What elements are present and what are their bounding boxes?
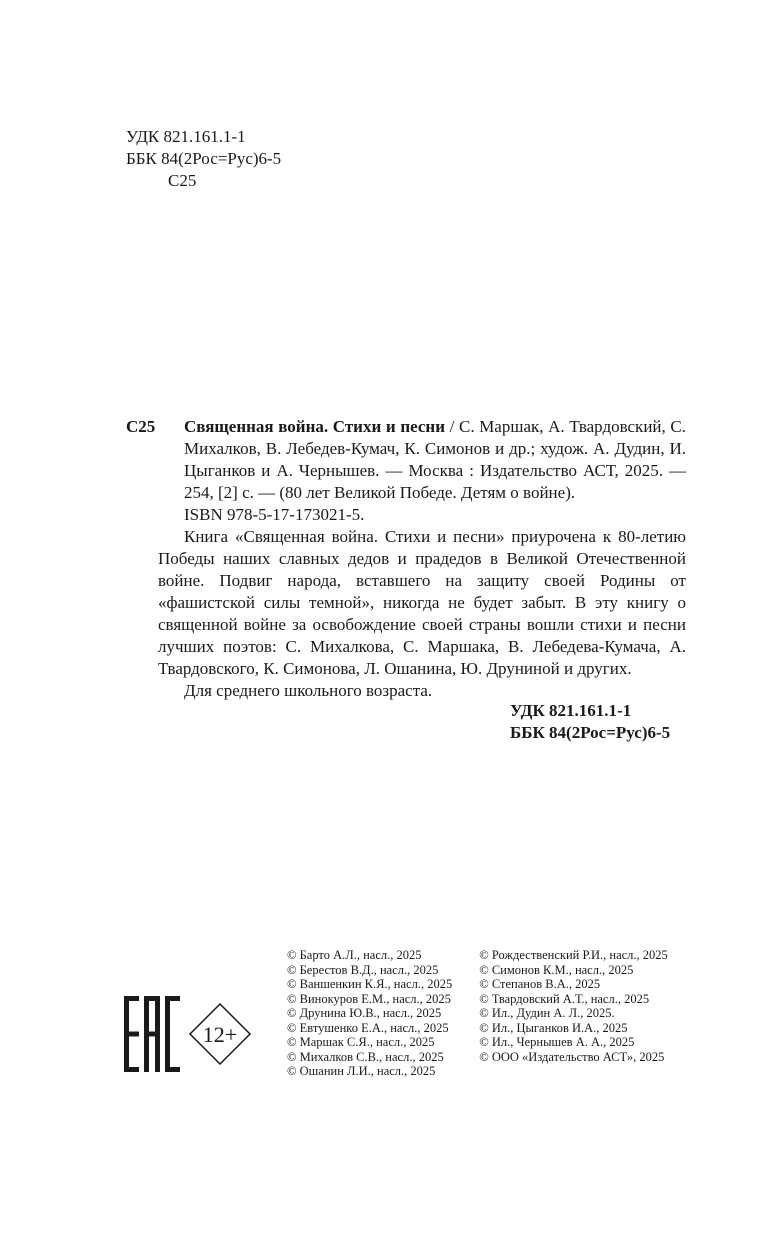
copyright-list-right	[479, 948, 668, 1079]
copyright-line: © Друнина Ю.В., насл., 2025	[287, 1006, 442, 1020]
copyright-line: © Маршак С.Я., насл., 2025	[287, 1035, 435, 1049]
copyright-line: © Барто А.Л., насл., 2025	[287, 948, 422, 962]
bottom-classification-codes	[510, 700, 670, 744]
author-sign: С25	[168, 171, 197, 190]
book-title: Священная война. Стихи и песни	[184, 417, 445, 436]
copyright-line: © Рождественский Р.И., насл., 2025	[479, 948, 668, 962]
copyright-list-left	[287, 948, 452, 1079]
responsibility-statement: / С. Маршак, А. Твардовский, С. Михалков, В. Лебедев-Кумач, К. Симонов и др.; худож. А. Дудин, И. Цыганков и А. Чернышев. — Москва : Издательство АСТ, 2025. —254, [2] с. — (80 лет Великой Победе. Детям о войне).	[184, 417, 686, 502]
copyright-line: © Михалков С.В., насл., 2025	[287, 1049, 444, 1064]
copyright-line: © Берестов В.Д., насл., 2025	[287, 962, 439, 977]
copyright-line: © Ил., Чернышев А. А., 2025	[479, 1035, 635, 1049]
isbn: ISBN 978-5-17-173021-5.	[184, 505, 365, 524]
bbk-code: ББК 84(2Рос=Рус)6-5	[126, 149, 282, 168]
bibliographic-entry	[126, 416, 686, 702]
copyright-line: © Симонов К.М., насл., 2025	[479, 962, 634, 977]
copyright-line: © Ил., Дудин А. Л., 2025.	[479, 1006, 615, 1020]
udk-code: УДК 821.161.1-1	[126, 127, 246, 146]
copyright-notices	[287, 948, 668, 1079]
copyright-line: © Ваншенкин К.Я., насл., 2025	[287, 977, 453, 991]
eac-mark-icon	[124, 996, 180, 1072]
entry-heading	[126, 416, 686, 504]
certification-marks	[124, 996, 252, 1072]
copyright-line: © Евтушенко Е.А., насл., 2025	[287, 1020, 449, 1035]
age-rating-icon	[188, 1002, 252, 1066]
bbk-code-bottom: ББК 84(2Рос=Рус)6-5	[510, 723, 671, 742]
annotation: Книга «Священная война. Стихи и песни» приурочена к 80-летию Победы наших славных дедов и прадедов в Великой Отечественной войне. Подвиг народа, вставшего на защиту своей Родины от «фашистской силы темной», никогда не будет забыт. В эту книгу о священной войне за освобождение своей страны вошли стихи и песни лучших поэтов: С. Михалкова, С. Маршака, В. Лебедева-Кумача, А. Твардовского, К. Симонова, Л. Ошанина, Ю. Друниной и других.	[158, 527, 686, 678]
copyright-line: © Ошанин Л.И., насл., 2025	[287, 1064, 436, 1078]
age-rating-text: 12+	[202, 1022, 238, 1047]
entry-author-sign: С25	[126, 417, 156, 436]
age-note: Для среднего школьного возраста.	[184, 681, 433, 700]
copyright-line: © Ил., Цыганков И.А., 2025	[479, 1020, 628, 1035]
udk-code-bottom: УДК 821.161.1-1	[510, 701, 632, 720]
copyright-line: © Винокуров Е.М., насл., 2025	[287, 991, 451, 1006]
copyright-line: © ООО «Издательство АСТ», 2025	[479, 1049, 665, 1064]
copyright-line: © Степанов В.А., 2025	[479, 977, 601, 991]
top-classification-codes	[126, 126, 281, 192]
copyright-line: © Твардовский А.Т., насл., 2025	[479, 991, 650, 1006]
